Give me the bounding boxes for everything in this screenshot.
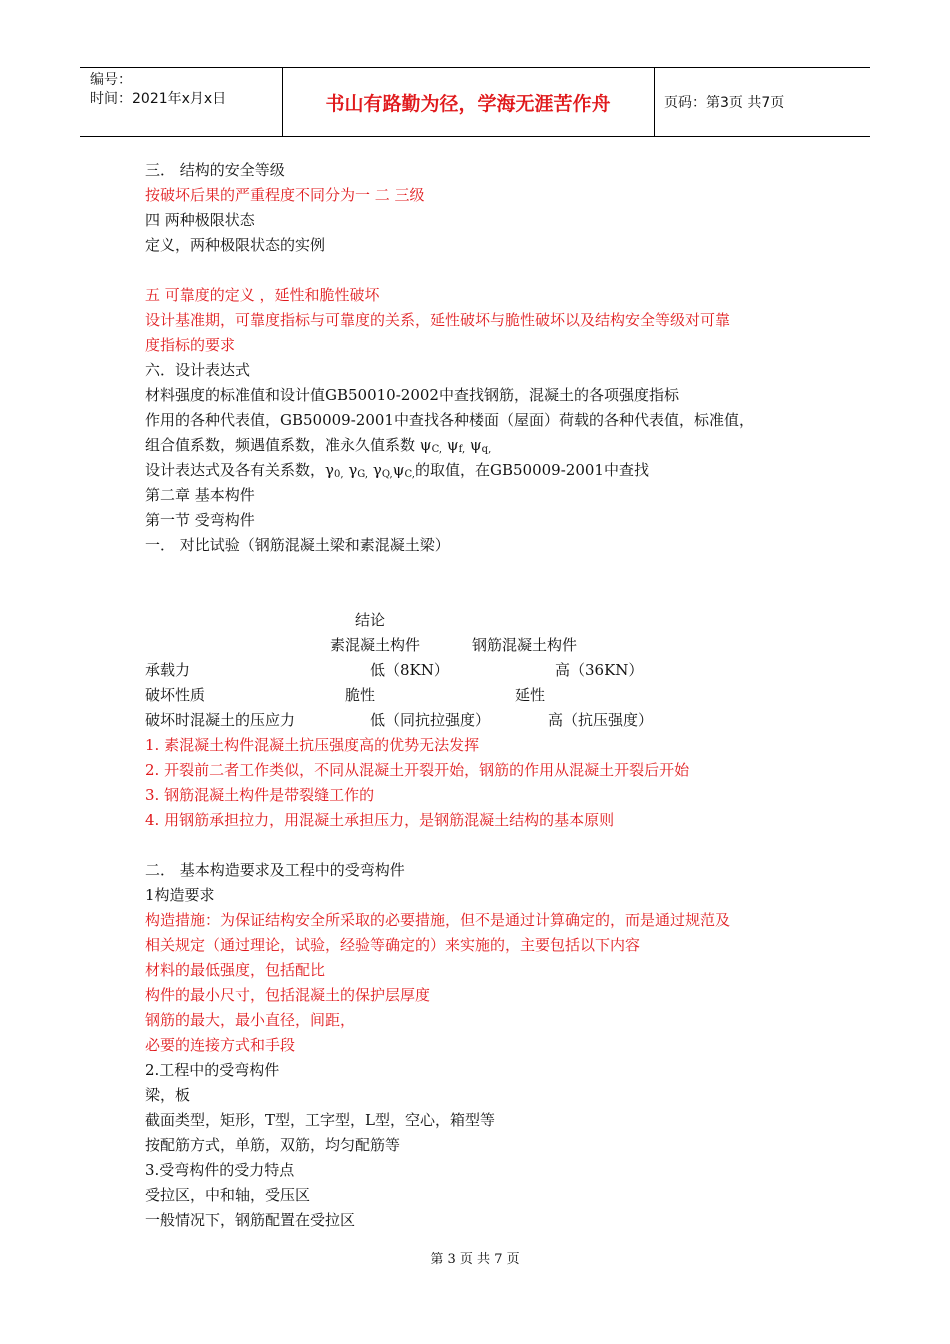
design-text-3 (145, 435, 491, 460)
subheading-members: 2.工程中的受弯构件 (145, 1061, 280, 1079)
design-text-1: 材料强度的标准值和设计值GB50010-2002中查找钢筋，混凝土的各项强度指标 (145, 386, 679, 404)
construction-item: 材料的最低强度，包括配比 (145, 961, 326, 979)
table-col-plain: 素混凝土构件 (330, 636, 421, 654)
header-meta (80, 68, 283, 136)
heading-basic-requirements: 二． 基本构造要求及工程中的受弯构件 (145, 861, 405, 879)
subheading-construction: 1构造要求 (145, 886, 215, 904)
psi-sub-f: f, (458, 444, 466, 455)
subheading-force-features: 3.受弯构件的受力特点 (145, 1161, 295, 1179)
number-label: 编号： (90, 72, 132, 88)
reliability-text-2: 度指标的要求 (145, 336, 236, 354)
table-cell-plain: 低（8KN） (370, 661, 449, 679)
table-row-label: 破坏时混凝土的压应力 (145, 711, 296, 729)
design-text-3-main: 组合值系数，频遇值系数，准永久值系数 (145, 436, 416, 454)
gamma-symbol-0: γ (325, 461, 334, 479)
psi-c-sub: C, (404, 469, 415, 480)
force-text: 受拉区，中和轴，受压区 (145, 1186, 311, 1204)
table-title: 结论 (355, 611, 386, 629)
heading-reliability: 五 可靠度的定义 ，延性和脆性破坏 (145, 286, 380, 304)
construction-item: 构件的最小尺寸，包括混凝土的保护层厚度 (145, 986, 431, 1004)
gamma-sub-g: G, (357, 469, 369, 480)
heading-design-expression: 六．设计表达式 (145, 361, 251, 379)
heading-limit-states: 四 两种极限状态 (145, 211, 255, 229)
psi-c-symbol: ψ (392, 461, 405, 479)
construction-item: 钢筋的最大，最小直径，间距， (145, 1011, 356, 1029)
table-cell-rc: 高（36KN） (555, 661, 644, 679)
design-text-2: 作用的各种代表值，GB50009-2001中查找各种楼面（屋面）荷载的各种代表值，标准值， (145, 411, 754, 429)
conclusion-item: 2. 开裂前二者工作类似，不同从混凝土开裂开始，钢筋的作用从混凝土开裂后开始 (145, 761, 690, 779)
section-1-title: 第一节 受弯构件 (145, 511, 255, 529)
page-footer: 第 3 页 共 7 页 (430, 1252, 520, 1267)
table-row-label: 承载力 (145, 661, 191, 679)
heading-comparison-test: 一． 对比试验（钢筋混凝土梁和素混凝土梁） (145, 536, 450, 554)
time-label: 时间：2021年x月x日 (90, 91, 227, 107)
safety-level-text: 按破坏后果的严重程度不同分为一 二 三级 (145, 186, 425, 204)
reliability-text-1: 设计基准期，可靠度指标与可靠度的关系，延性破坏与脆性破坏以及结构安全等级对可靠 (145, 311, 731, 329)
table-col-rc: 钢筋混凝土构件 (472, 636, 578, 654)
heading-safety-level: 三． 结构的安全等级 (145, 161, 285, 179)
table-cell-rc: 延性 (515, 686, 546, 704)
gamma-sub-q: Q, (381, 469, 393, 480)
chapter-2-title: 第二章 基本构件 (145, 486, 255, 504)
design-text-4-tail: 的取值，在GB50009-2001中查找 (414, 461, 649, 479)
table-cell-rc: 高（抗压强度） (548, 711, 654, 729)
construction-item: 必要的连接方式和手段 (145, 1036, 296, 1054)
table-cell-plain: 脆性 (345, 686, 376, 704)
table-row-label: 破坏性质 (145, 686, 206, 704)
psi-symbol-c: ψ (419, 436, 432, 454)
construction-text-2: 相关规定（通过理论，试验，经验等确定的）来实施的，主要包括以下内容 (145, 936, 641, 954)
members-text: 梁，板 (145, 1086, 191, 1104)
conclusion-item: 4. 用钢筋承担拉力，用混凝土承担压力，是钢筋混凝土结构的基本原则 (145, 811, 615, 829)
gamma-symbol-g: γ (348, 461, 358, 479)
header-page (664, 68, 870, 136)
page-label: 页码：第3页 共7页 (664, 95, 785, 111)
limit-states-text: 定义，两种极限状态的实例 (145, 236, 326, 254)
gamma-symbol-q: γ (372, 461, 382, 479)
conclusion-item: 1. 素混凝土构件混凝土抗压强度高的优势无法发挥 (145, 736, 480, 754)
gamma-sub-0: 0, (333, 469, 344, 480)
force-text: 一般情况下，钢筋配置在受拉区 (145, 1211, 356, 1229)
design-text-4 (145, 460, 649, 485)
members-text: 按配筋方式，单筋，双筋，均匀配筋等 (145, 1136, 401, 1154)
document-header (80, 67, 870, 137)
psi-symbol-q: ψ (469, 436, 482, 454)
design-text-4-main: 设计表达式及各有关系数， (145, 461, 326, 479)
psi-sub-q: q, (481, 444, 492, 455)
construction-text-1: 构造措施：为保证结构安全所采取的必要措施，但不是通过计算确定的，而是通过规范及 (145, 911, 731, 929)
header-motto: 书山有路勤为径，学海无涯苦作舟 (282, 68, 655, 136)
members-text: 截面类型，矩形，T型，工字型，L型，空心，箱型等 (145, 1111, 495, 1129)
conclusion-item: 3. 钢筋混凝土构件是带裂缝工作的 (145, 786, 375, 804)
psi-symbol-f: ψ (446, 436, 459, 454)
table-cell-plain: 低（同抗拉强度） (370, 711, 491, 729)
psi-sub-c: C, (431, 444, 443, 455)
